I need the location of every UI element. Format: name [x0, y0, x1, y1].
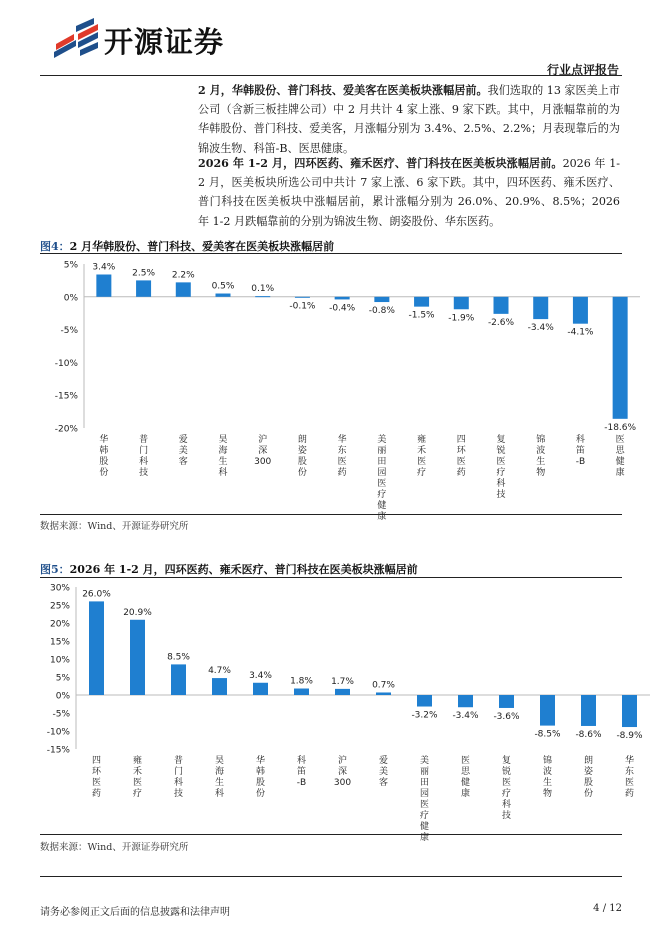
data-label: -18.6% [604, 422, 637, 433]
bar [294, 689, 309, 695]
data-label: -0.8% [368, 306, 395, 317]
figure-label: 图5： [40, 563, 70, 576]
paragraph-lead: 2026 年 1-2 月，四环医药、雍禾医疗、普门科技在医美板块涨幅居前。 [198, 157, 563, 170]
y-tick-label: 15% [49, 637, 70, 648]
bar [374, 297, 389, 302]
bar [335, 297, 350, 300]
bar [130, 620, 145, 695]
bar [499, 695, 514, 708]
category-label: 普门科技 [173, 756, 184, 799]
bar [171, 664, 186, 695]
category-label: 爱美客 [178, 435, 188, 467]
figure-caption: 2 月华韩股份、普门科技、爱美客在医美板块涨幅居前 [69, 240, 335, 253]
bar [613, 297, 628, 419]
paragraph-february [198, 81, 620, 158]
document-type: 行业点评报告 [546, 63, 619, 77]
category-label: 朗姿股份 [583, 756, 594, 799]
bar [96, 274, 111, 296]
y-tick-label: 5% [63, 260, 78, 271]
bar [212, 678, 227, 695]
bar [216, 294, 231, 297]
bar [494, 297, 509, 314]
data-label: 0.7% [372, 680, 395, 691]
y-tick-label: 20% [49, 619, 70, 630]
footer-disclaimer: 请务必参阅正文后面的信息披露和法律声明 [40, 907, 230, 918]
brand-mark-icon [54, 18, 98, 58]
category-label: 美丽田园医疗健康 [419, 756, 430, 843]
bar [253, 683, 268, 695]
y-tick-label: 5% [55, 673, 70, 684]
data-label: -8.9% [616, 731, 643, 742]
data-label: -2.6% [487, 317, 515, 328]
y-tick-label: 10% [49, 655, 70, 666]
category-label: 科笛-B [296, 756, 307, 788]
bar [622, 695, 637, 727]
y-tick-label: 0% [63, 293, 78, 304]
y-tick-label: 30% [49, 583, 70, 594]
category-label: 雍禾医疗 [132, 756, 143, 799]
data-label: -4.1% [567, 327, 594, 338]
bar [89, 601, 104, 695]
y-tick-label: -10% [46, 727, 70, 738]
category-label: 昊海生科 [214, 756, 225, 799]
data-label: 0.5% [211, 281, 235, 292]
figure-4-bottom-rule [40, 514, 622, 515]
category-label: 华东医药 [337, 435, 347, 478]
data-label: -3.4% [452, 711, 479, 722]
data-label: 4.7% [208, 666, 231, 677]
category-label: 锦波生物 [542, 756, 553, 799]
y-tick-label: 25% [49, 601, 70, 612]
figure-5-source: 数据来源：Wind、开源证券研究所 [40, 842, 189, 853]
data-label: 3.4% [92, 262, 116, 273]
data-label: -3.4% [527, 323, 554, 334]
figure-4-title [40, 238, 334, 254]
category-label: 复锐医疗科技 [501, 756, 512, 821]
bar [136, 280, 151, 296]
data-label: -1.9% [448, 313, 475, 324]
paragraph-body: 我们选取的 13 家医美上市公司（含新三板挂牌公司）中 2 月共计 4 家上涨、9 家下跌。其中，月涨幅靠前的为华韩股份、普门科技、爱美客，月涨幅分别为 3.4%、2.5%、2.2%；月表现靠后的为锦波生物、科笛-B、医思健康。 [198, 84, 621, 155]
bar [376, 692, 391, 695]
data-label: 8.5% [167, 652, 190, 663]
category-label: 锦波生物 [536, 435, 546, 478]
data-label: -3.2% [411, 710, 438, 721]
bar [414, 297, 429, 307]
data-label: -8.5% [534, 729, 561, 740]
figure-4-source: 数据来源：Wind、开源证券研究所 [40, 521, 189, 532]
category-label: 四环医药 [456, 435, 466, 478]
data-label: 20.9% [123, 607, 152, 618]
y-tick-label: -20% [54, 424, 78, 435]
brand-name: 开源证券 [104, 25, 225, 59]
bar [335, 689, 350, 695]
paragraph-body: 2026 年 1-2 月，医美板块所选公司中共计 7 家上涨、6 家下跌。其中，四环医药、雍禾医疗、普门科技在医美板块中涨幅居前，累计涨幅分别为 26.0%、20.9%、8.5%；2026 年 1-2 月跌幅靠前的分别为锦波生物、朗姿股份、华东医药。 [198, 157, 621, 228]
bar [540, 695, 555, 726]
category-label: 朗姿股份 [297, 435, 307, 478]
data-label: -0.4% [329, 303, 356, 314]
category-label: 华东医药 [624, 756, 635, 799]
figure-4-chart [40, 254, 637, 522]
page-number: 4 / 12 [593, 903, 622, 914]
y-tick-label: -5% [52, 709, 70, 720]
bar [417, 695, 432, 707]
y-tick-label: -10% [54, 358, 78, 369]
category-label: 沪深 300 [333, 756, 352, 788]
bar [255, 296, 270, 297]
data-label: -0.1% [289, 301, 316, 312]
figure-5-title [40, 561, 418, 577]
figure-5-chart [40, 578, 643, 843]
y-tick-label: 0% [55, 691, 70, 702]
category-label: 四环医药 [91, 756, 102, 799]
data-label: 1.8% [290, 676, 313, 687]
category-label: 普门科技 [139, 435, 149, 478]
category-label: 科笛-B [575, 435, 586, 467]
bar [458, 695, 473, 707]
category-label: 华韩股份 [255, 756, 266, 799]
data-label: 3.4% [249, 670, 272, 681]
y-tick-label: -5% [60, 326, 78, 337]
bar [533, 297, 548, 319]
data-label: 26.0% [82, 589, 111, 600]
paragraph-ytd [198, 154, 620, 231]
data-label: 1.7% [331, 676, 354, 687]
y-tick-label: -15% [46, 745, 70, 756]
bar [573, 297, 588, 324]
header-divider [40, 75, 622, 76]
category-label: 美丽田园医疗健康 [377, 435, 387, 522]
category-label: 医思健康 [460, 756, 471, 799]
bar [454, 297, 469, 309]
bar [176, 282, 191, 296]
category-label: 沪深 300 [254, 435, 272, 467]
category-label: 雍禾医疗 [417, 435, 427, 478]
y-tick-label: -15% [54, 391, 78, 402]
data-label: -1.5% [408, 310, 435, 321]
data-label: 0.1% [251, 284, 275, 295]
figure-5-bottom-rule [40, 834, 622, 835]
footer-divider [40, 876, 622, 877]
category-label: 昊海生科 [218, 435, 228, 478]
figure-label: 图4： [40, 240, 70, 253]
figure-caption: 2026 年 1-2 月，四环医药、雍禾医疗、普门科技在医美板块涨幅居前 [69, 563, 418, 576]
data-label: 2.2% [171, 270, 195, 281]
bar [581, 695, 596, 726]
bar [295, 297, 310, 298]
data-label: -3.6% [493, 711, 520, 722]
category-label: 医思健康 [615, 435, 625, 478]
category-label: 华韩股份 [99, 435, 109, 478]
category-label: 复锐医疗科技 [496, 435, 506, 500]
category-label: 爱美客 [378, 756, 389, 788]
data-label: 2.5% [132, 268, 156, 279]
data-label: -8.6% [575, 729, 602, 740]
paragraph-lead: 2 月，华韩股份、普门科技、爱美客在医美板块涨幅居前。 [198, 84, 488, 97]
